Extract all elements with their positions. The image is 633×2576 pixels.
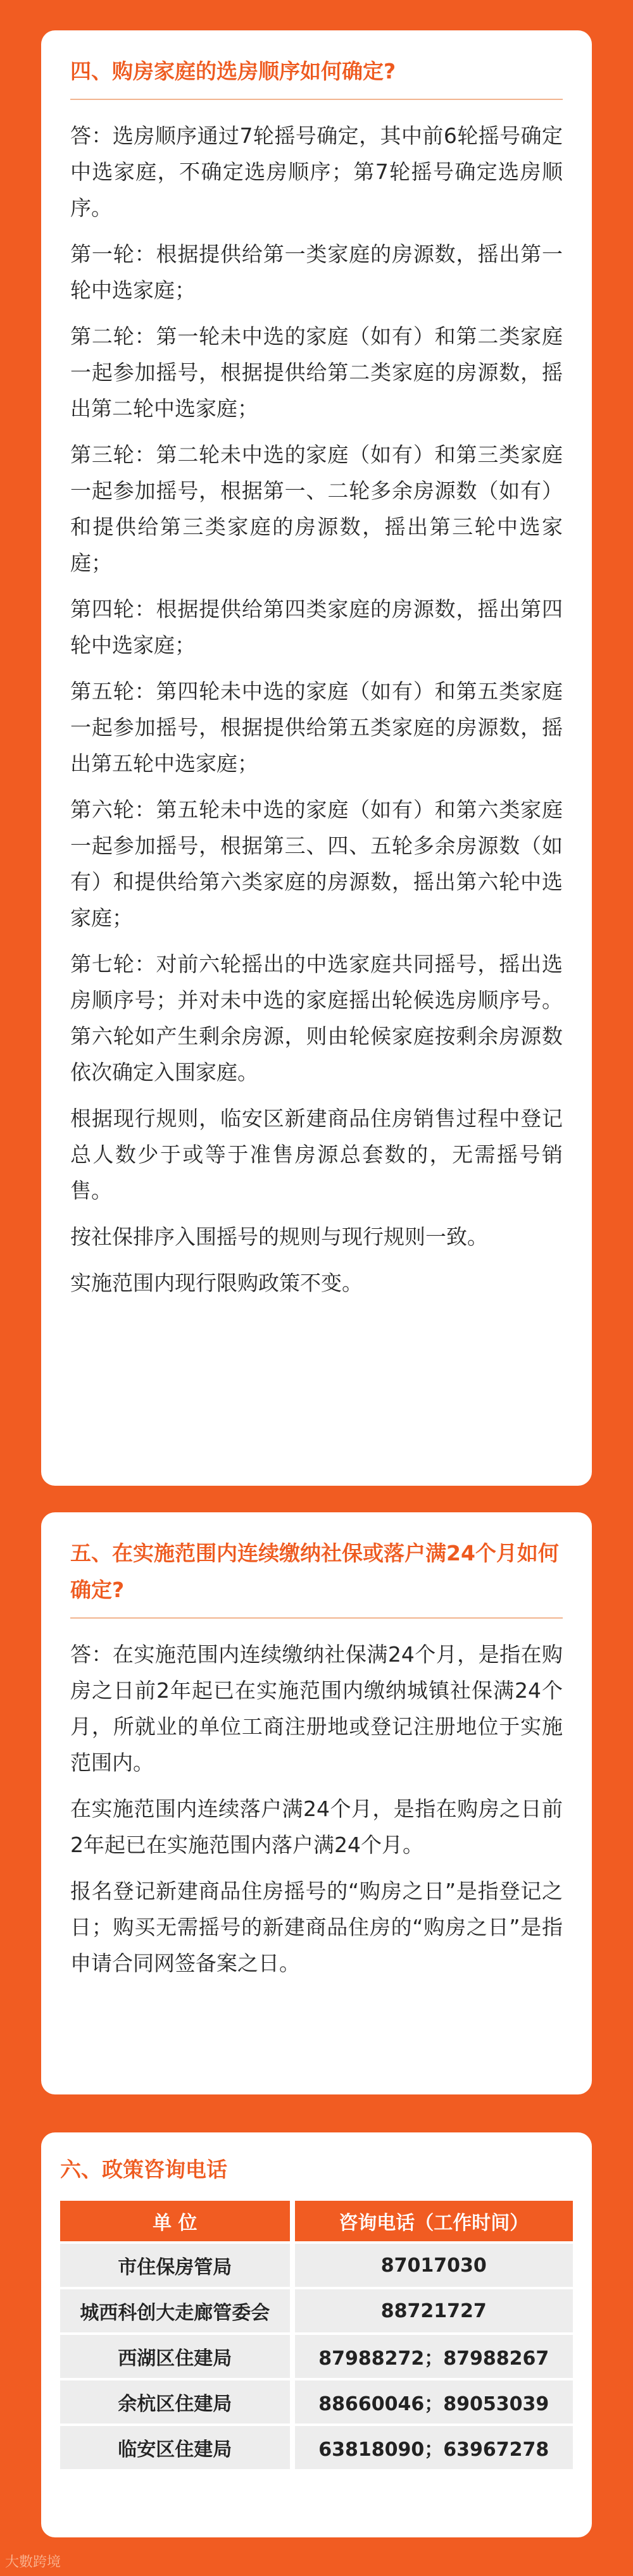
unit-cell: 余杭区住建局 — [60, 2380, 290, 2424]
unit-cell: 西湖区住建局 — [60, 2335, 290, 2378]
table-row — [60, 2335, 573, 2378]
unit-cell: 临安区住建局 — [60, 2426, 290, 2469]
section-5-card — [41, 1512, 592, 2094]
section-4-paragraph: 第六轮：第五轮未中选的家庭（如有）和第六类家庭一起参加摇号，根据第三、四、五轮多余房源数（如有）和提供给第六类家庭的房源数，摇出第六轮中选家庭； — [70, 797, 563, 930]
phone-cell: 87988272；87988267 — [295, 2335, 573, 2378]
section-4-paragraph: 实施范围内现行限购政策不变。 — [70, 1271, 363, 1295]
phone-cell: 88660046；89053039 — [295, 2380, 573, 2424]
unit-cell: 市住保房管局 — [60, 2244, 290, 2287]
section-4-paragraph: 第四轮：根据提供给第四类家庭的房源数，摇出第四轮中选家庭； — [70, 597, 563, 657]
table-row — [60, 2289, 573, 2332]
phone-cell: 87017030 — [295, 2244, 573, 2287]
section-4-paragraph: 按社保排序入围摇号的规则与现行规则一致。 — [70, 1224, 488, 1249]
table-row — [60, 2380, 573, 2424]
table-row — [60, 2426, 573, 2469]
section-6-title: 六、政策咨询电话 — [60, 2157, 227, 2182]
section-5-title: 五、在实施范围内连续缴纳社保或落户满24个月如何确定? — [70, 1519, 563, 1619]
unit-cell: 城西科创大走廊管委会 — [60, 2289, 290, 2332]
section-4-paragraph: 第三轮：第二轮未中选的家庭（如有）和第三类家庭一起参加摇号，根据第一、二轮多余房源数（如有）和提供给第三类家庭的房源数，摇出第三轮中选家庭； — [70, 442, 563, 575]
section-6-card — [41, 2132, 592, 2537]
table-row — [60, 2244, 573, 2287]
section-4-paragraph: 第一轮：根据提供给第一类家庭的房源数，摇出第一轮中选家庭； — [70, 242, 563, 302]
phone-cell: 88721727 — [295, 2289, 573, 2332]
section-5-paragraph: 答：在实施范围内连续缴纳社保满24个月，是指在购房之日前2年起已在实施范围内缴纳城镇社保满24个月，所就业的单位工商注册地或登记注册地位于实施范围内。 — [70, 1642, 563, 1775]
contact-table — [60, 2198, 573, 2472]
header-phone: 咨询电话（工作时间） — [295, 2201, 573, 2241]
section-4-paragraph: 答：选房顺序通过7轮摇号确定，其中前6轮摇号确定中选家庭，不确定选房顺序；第7轮摇号确定选房顺序。 — [70, 123, 563, 220]
watermark: 大數跨境 — [5, 2554, 61, 2570]
section-5-paragraph: 在实施范围内连续落户满24个月，是指在购房之日前2年起已在实施范围内落户满24个月。 — [70, 1796, 563, 1857]
header-unit: 单 位 — [60, 2201, 290, 2241]
section-4-paragraph: 根据现行规则，临安区新建商品住房销售过程中登记总人数少于或等于准售房源总套数的，无需摇号销售。 — [70, 1106, 563, 1203]
section-4-card — [41, 30, 592, 1486]
section-5-paragraph: 报名登记新建商品住房摇号的“购房之日”是指登记之日；购买无需摇号的新建商品住房的“购房之日”是指申请合同网签备案之日。 — [70, 1879, 563, 1976]
table-header-row — [60, 2201, 573, 2241]
section-4-paragraph: 第二轮：第一轮未中选的家庭（如有）和第二类家庭一起参加摇号，根据提供给第二类家庭的房源数，摇出第二轮中选家庭； — [70, 324, 563, 421]
section-4-paragraph: 第七轮：对前六轮摇出的中选家庭共同摇号，摇出选房顺序号；并对未中选的家庭摇出轮候选房顺序号。第六轮如产生剩余房源，则由轮候家庭按剩余房源数依次确定入围家庭。 — [70, 952, 563, 1085]
section-4-title: 四、购房家庭的选房顺序如何确定? — [70, 37, 563, 100]
phone-cell: 63818090；63967278 — [295, 2426, 573, 2469]
section-4-paragraph: 第五轮：第四轮未中选的家庭（如有）和第五类家庭一起参加摇号，根据提供给第五类家庭的房源数，摇出第五轮中选家庭； — [70, 679, 563, 776]
